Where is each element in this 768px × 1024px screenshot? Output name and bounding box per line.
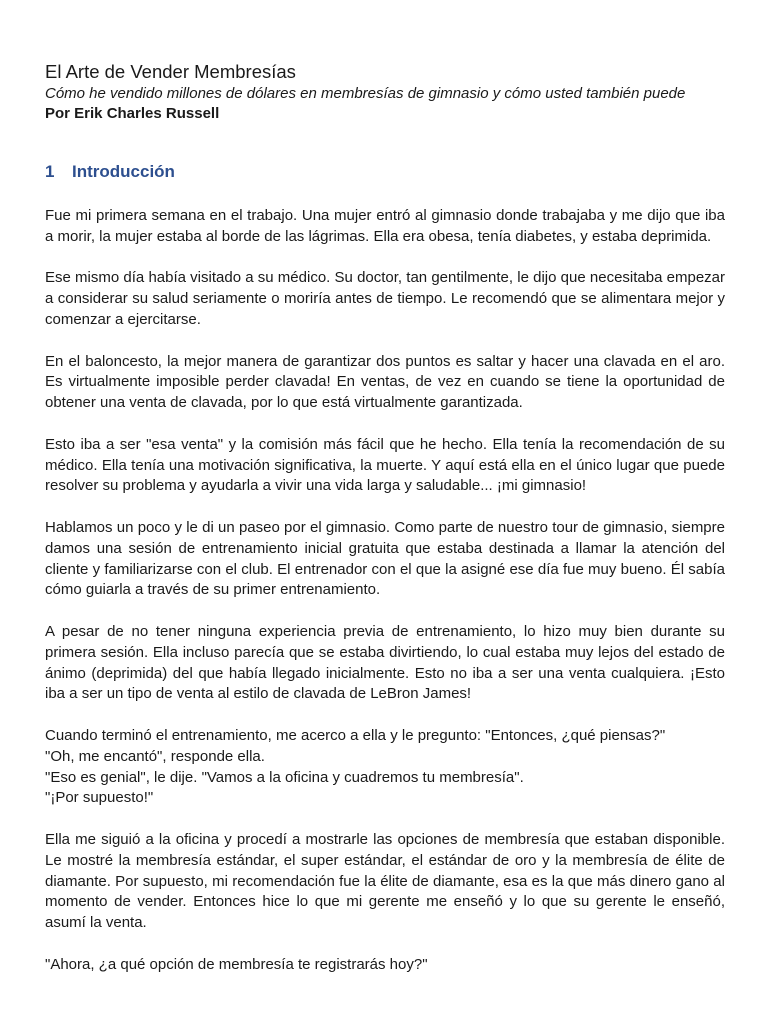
paragraph: A pesar de no tener ninguna experiencia previa de entrenamiento, lo hizo muy bien durante su primera sesión. Ella incluso parecía que se estaba divirtiendo, lo cual estaba muy lejos del estado de ánimo (deprimida) del que había llegado inicialmente. Esto no iba a ser una venta cualquiera. ¡Esto iba a ser un tipo de venta al estilo de clavada de LeBron James!	[45, 622, 725, 703]
dialog-line: "Eso es genial", le dije. "Vamos a la oficina y cuadremos tu membresía".	[45, 768, 524, 786]
dialog-line: "¡Por supuesto!"	[45, 789, 154, 807]
document-author: Por Erik Charles Russell	[45, 105, 220, 122]
dialog-line: "Oh, me encantó", responde ella.	[45, 747, 265, 765]
paragraph: Fue mi primera semana en el trabajo. Una mujer entró al gimnasio donde trabajaba y me dijo que iba a morir, la mujer estaba al borde de las lágrimas. Ella era obesa, tenía diabetes, y estaba deprimida.	[45, 207, 725, 245]
dialog-line: Cuando terminó el entrenamiento, me acerco a ella y le pregunto: "Entonces, ¿qué piensas?"	[45, 726, 666, 744]
final-quote: "Ahora, ¿a qué opción de membresía te registrarás hoy?"	[45, 955, 428, 973]
paragraph: Esto iba a ser "esa venta" y la comisión más fácil que he hecho. Ella tenía la recomendación de su médico. Ella tenía una motivación significativa, la muerte. Y aquí está ella en el único lugar que puede resolver su problema y ayudarla a vivir una vida larga y saludable... ¡mi gimnasio!	[45, 435, 725, 495]
document-body	[45, 206, 725, 975]
dialog-block	[45, 726, 725, 809]
section-heading	[45, 161, 725, 183]
document-page	[45, 60, 725, 996]
document-subtitle: Cómo he vendido millones de dólares en membresías de gimnasio y cómo usted también puede	[45, 85, 686, 102]
paragraph: Ese mismo día había visitado a su médico. Su doctor, tan gentilmente, le dijo que necesitaba empezar a considerar su salud seriamente o moriría antes de tiempo. Le recomendó que se alimentara mejor y comenzar a ejercitarse.	[45, 269, 725, 328]
closing-paragraph: Ella me siguió a la oficina y procedí a mostrarle las opciones de membresía que estaban disponible. Le mostré la membresía estándar, el super estándar, el estándar de oro y la membresía de élite de diamante. Por supuesto, mi recomendación fue la élite de diamante, esa es la que más dinero gano al momento de vender. Entonces hice lo que mi gerente me enseñó y lo que su gerente le enseñó, asumí la venta.	[45, 830, 725, 932]
section-title: Introducción	[72, 162, 175, 181]
section-number: 1	[45, 162, 55, 181]
document-title: El Arte de Vender Membresías	[45, 61, 296, 82]
paragraph: En el baloncesto, la mejor manera de garantizar dos puntos es saltar y hacer una clavada en el aro. Es virtualmente imposible perder clavada! En ventas, de vez en cuando se tiene la oportunidad de obtener una venta de clavada, por lo que está virtualmente garantizada.	[45, 352, 725, 412]
paragraph: Hablamos un poco y le di un paseo por el gimnasio. Como parte de nuestro tour de gimnasio, siempre damos una sesión de entrenamiento inicial gratuita que estaba destinada a llamar la atención del cliente y familiarizarse con el club. El entrenador con el que la asigné ese día fue muy bueno. Él sabía cómo guiarla a través de su primer entrenamiento.	[45, 518, 725, 599]
